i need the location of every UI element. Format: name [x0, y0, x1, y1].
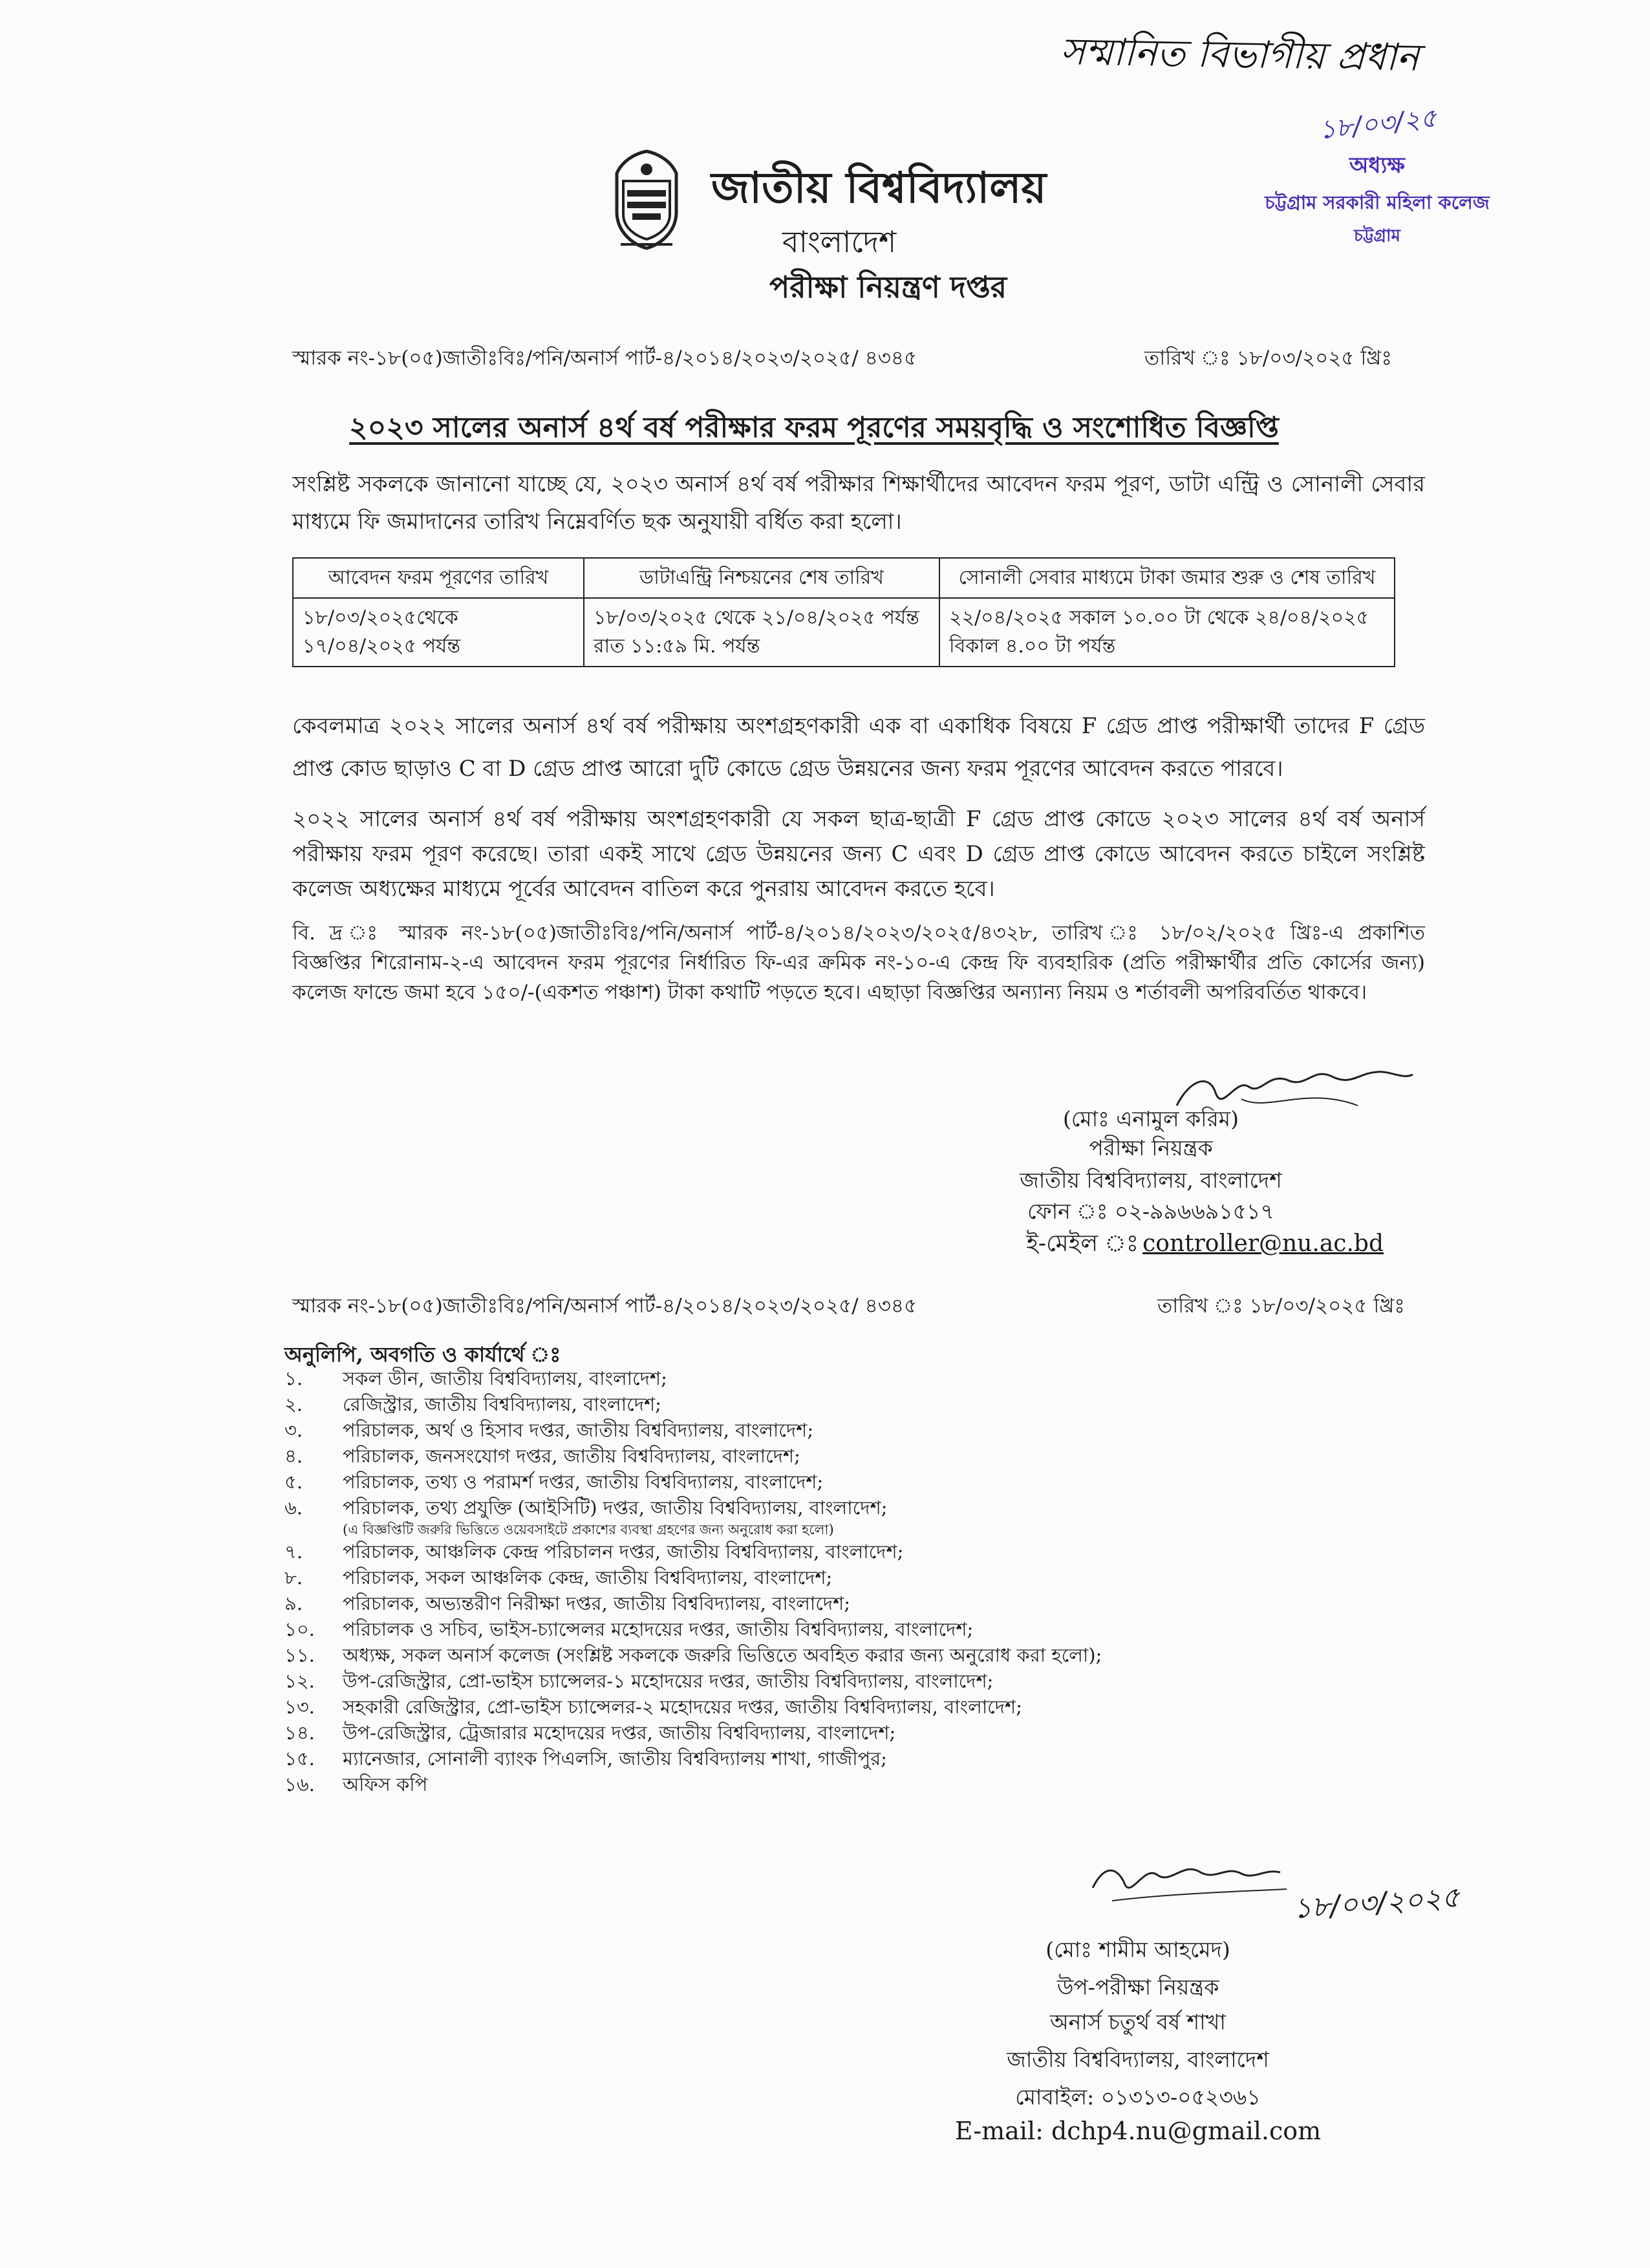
signatory1-email[interactable]: controller@nu.ac.bd: [1142, 1230, 1384, 1257]
forwarding-signature-date: ১৮/০৩/২৫: [1317, 103, 1439, 145]
country-name: বাংলাদেশ: [782, 224, 897, 259]
list-item: [284, 1668, 1422, 1694]
forwarding-note: সম্মানিত বিভাগীয় প্রধান: [1060, 29, 1420, 80]
list-item-text: পরিচালক, অর্থ ও হিসাব দপ্তর, জাতীয় বিশ্ববিদ্যালয়, বাংলাদেশ;: [343, 1419, 814, 1441]
paragraph-note: বি. দ্র ঃ স্মারক নং-১৮(০৫)জাতীঃবিঃ/পনি/অনার্স পার্ট-৪/২০১৪/২০২৩/২০২৫/৪৩২৮, তারিখ ঃ ১৮/০২/২০২৫ খ্রিঃ-এ প্রকাশিত বিজ্ঞপ্তির শিরোনাম-২-এ আবেদন ফরম পূরণের নির্ধারিত ফি-এর ক্রমিক নং-১০-এ কেন্দ্র ফি ব্যবহারিক (প্রতি পরীক্ষার্থীর প্রতি কোর্সের জন্য) কলেজ ফান্ডে জমা হবে ১৫০/-(একশত পঞ্চাশ) টাকা কথাটি পড়তে হবে। এছাড়া বিজ্ঞপ্তির অন্যান্য নিয়ম ও শর্তাবলী অপরিবর্তিত থাকবে।: [292, 921, 1425, 1004]
signatory2-date-note: ১৮/০৩/২০২৫: [1292, 1881, 1461, 1925]
stamp-title: অধ্যক্ষ: [1349, 153, 1405, 178]
list-item-text: ম্যানেজার, সোনালী ব্যাংক পিএলসি, জাতীয় বিশ্ববিদ্যালয় শাখা, গাজীপুর;: [343, 1748, 887, 1770]
signatory1-org: জাতীয় বিশ্ববিদ্যালয়, বাংলাদেশ: [1020, 1168, 1282, 1193]
table-header-cell: আবেদন ফরম পূরণের তারিখ: [293, 558, 584, 598]
list-item-text: অধ্যক্ষ, সকল অনার্স কলেজ (সংশ্লিষ্ট সকলকে জরুরি ভিত্তিতে অবহিত করার জন্য অনুরোধ করা হলো);: [343, 1644, 1102, 1666]
list-item-number: ১১.: [284, 1644, 315, 1666]
list-item-text: পরিচালক, অভ্যন্তরীণ নিরীক্ষা দপ্তর, জাতীয় বিশ্ববিদ্যালয়, বাংলাদেশ;: [343, 1592, 851, 1614]
list-item-number: ১৪.: [284, 1722, 315, 1744]
list-item-number: ৩.: [284, 1419, 303, 1441]
list-item: [284, 1365, 1422, 1391]
list-item-number: ১২.: [284, 1670, 315, 1692]
list-item: [284, 1720, 1422, 1746]
list-item: [284, 1616, 1422, 1642]
principal-stamp: [1241, 149, 1513, 251]
email-label: ই-মেইল ঃ: [1026, 1230, 1139, 1257]
signatory1-email-line: [996, 1226, 1384, 1265]
list-item-number: ২.: [284, 1393, 303, 1415]
table-cell: ১৮/০৩/২০২৫থেকে ১৭/০৪/২০২৫ পর্যন্ত: [293, 598, 584, 667]
list-item-text: পরিচালক ও সচিব, ভাইস-চ্যান্সেলর মহোদয়ের দপ্তর, জাতীয় বিশ্ববিদ্যালয়, বাংলাদেশ;: [343, 1618, 974, 1640]
signatory1-phone: ফোন ঃ ০২-৯৯৬৬৯১৫১৭: [1027, 1199, 1274, 1224]
signatory2-branch: অনার্স চতুর্থ বর্ষ শাখা: [1050, 2009, 1226, 2035]
signatory2-title: উপ-পরীক্ষা নিয়ন্ত্রক: [1056, 1974, 1219, 2000]
stamp-city: চট্টগ্রাম: [1354, 226, 1400, 246]
list-item: [284, 1694, 1422, 1720]
notice-title: ২০২৩ সালের অনার্স ৪র্থ বর্ষ পরীক্ষার ফরম পূরণের সময়বৃদ্ধি ও সংশোধিত বিজ্ঞপ্তি: [349, 411, 1279, 444]
list-item-number: ১৬.: [284, 1773, 315, 1795]
list-item-number: ১০.: [284, 1618, 315, 1640]
list-item-number: ৭.: [284, 1541, 303, 1563]
table-row: [293, 598, 1395, 667]
signatory1-title: পরীক্ষা নিয়ন্ত্রক: [1089, 1135, 1213, 1161]
list-item-text: উপ-রেজিস্ট্রার, ট্রেজারার মহোদয়ের দপ্তর, জাতীয় বিশ্ববিদ্যালয়, বাংলাদেশ;: [343, 1722, 896, 1744]
list-item-text: উপ-রেজিস্ট্রার, প্রো-ভাইস চ্যান্সেলর-১ মহোদয়ের দপ্তর, জাতীয় বিশ্ববিদ্যালয়, বাংলাদেশ;: [343, 1670, 994, 1692]
list-item-text: পরিচালক, তথ্য ও পরামর্শ দপ্তর, জাতীয় বিশ্ববিদ্যালয়, বাংলাদেশ;: [343, 1471, 824, 1493]
table-header-cell: সোনালী সেবার মাধ্যমে টাকা জমার শুরু ও শেষ তারিখ: [939, 558, 1395, 598]
list-item: [284, 1746, 1422, 1771]
memo2-ref: স্মারক নং-১৮(০৫)জাতীঃবিঃ/পনি/অনার্স পার্ট-৪/২০১৪/২০২৩/২০২৫/ ৪৩৪৫: [292, 1294, 917, 1318]
schedule-table: [292, 557, 1395, 667]
list-item-text: পরিচালক, আঞ্চলিক কেন্দ্র পরিচালন দপ্তর, জাতীয় বিশ্ববিদ্যালয়, বাংলাদেশ;: [343, 1541, 904, 1563]
memo-date: তারিখ ঃ ১৮/০৩/২০২৫ খ্রিঃ: [1144, 347, 1392, 370]
list-item-number: ১.: [284, 1367, 303, 1389]
table-header-row: [293, 558, 1395, 598]
signatory2-org: জাতীয় বিশ্ববিদ্যালয়, বাংলাদেশ: [1007, 2047, 1269, 2072]
list-item: [284, 1771, 1422, 1797]
list-item-text: রেজিস্ট্রার, জাতীয় বিশ্ববিদ্যালয়, বাংলাদেশ;: [343, 1393, 661, 1415]
signatory2-mobile: মোবাইল: ০১৩১৩-০৫২৩৬১: [1015, 2084, 1261, 2110]
list-item-note: (এ বিজ্ঞপ্তিটি জরুরি ভিত্তিতে ওয়েবসাইটে প্রকাশের ব্যবস্থা গ্রহণের জন্য অনুরোধ করা হলো): [343, 1522, 834, 1537]
paragraph-eligibility: কেবলমাত্র ২০২২ সালের অনার্স ৪র্থ বর্ষ পরীক্ষায় অংশগ্রহণকারী এক বা একাধিক বিষয়ে F গ্রেড প্রাপ্ত পরীক্ষার্থী তাদের F গ্রেড প্রাপ্ত কোড ছাড়াও C বা D গ্রেড প্রাপ্ত আরো দুটি কোডে গ্রেড উন্নয়নের জন্য ফরম পূরণের আবেদন করতে পারবে।: [292, 713, 1425, 782]
list-item-number: ১৫.: [284, 1748, 315, 1770]
list-item-text: সকল ডীন, জাতীয় বিশ্ববিদ্যালয়, বাংলাদেশ;: [343, 1367, 667, 1389]
table-header-cell: ডাটাএন্ট্রি নিশ্চয়নের শেষ তারিখ: [584, 558, 939, 598]
list-item-text: সহকারী রেজিস্ট্রার, প্রো-ভাইস চ্যান্সেলর-২ মহোদয়ের দপ্তর, জাতীয় বিশ্ববিদ্যালয়, বাংলাদেশ;: [343, 1696, 1022, 1718]
list-item: [284, 1417, 1422, 1443]
list-item-text: অফিস কপি: [343, 1773, 428, 1795]
stamp-college: চট্টগ্রাম সরকারী মহিলা কলেজ: [1265, 191, 1490, 213]
list-item-text: পরিচালক, সকল আঞ্চলিক কেন্দ্র, জাতীয় বিশ্ববিদ্যালয়, বাংলাদেশ;: [343, 1567, 833, 1589]
signatory2-name: (মোঃ শামীম আহমেদ): [1045, 1937, 1230, 1962]
list-item: [284, 1495, 1422, 1521]
list-item-number: ৫.: [284, 1471, 303, 1493]
table-cell: ২২/০৪/২০২৫ সকাল ১০.০০ টা থেকে ২৪/০৪/২০২৫ বিকাল ৪.০০ টা পর্যন্ত: [939, 598, 1395, 667]
university-logo-icon: [608, 147, 685, 251]
list-item: [284, 1391, 1422, 1417]
signatory2-email[interactable]: E-mail: dchp4.nu@gmail.com: [954, 2117, 1322, 2145]
list-item-text: পরিচালক, জনসংযোগ দপ্তর, জাতীয় বিশ্ববিদ্যালয়, বাংলাদেশ;: [343, 1445, 800, 1467]
office-name: পরীক্ষা নিয়ন্ত্রণ দপ্তর: [769, 270, 1007, 305]
list-item-number: ৪.: [284, 1445, 303, 1467]
paragraph-grade-improvement: ২০২২ সালের অনার্স ৪র্থ বর্ষ পরীক্ষায় অংশগ্রহণকারী যে সকল ছাত্র-ছাত্রী F গ্রেড প্রাপ্ত কোডে ২০২৩ সালের ৪র্থ বর্ষ অনার্স পরীক্ষায় ফরম পূরণ করেছে। তারা একই সাথে গ্রেড উন্নয়নের জন্য C এবং D গ্রেড প্রাপ্ত কোডে আবেদন করতে চাইলে সংশ্লিষ্ট কলেজ অধ্যক্ষের মাধ্যমে পূর্বের আবেদন বাতিল করে পুনরায় আবেদন করতে হবে।: [292, 806, 1425, 902]
list-item-number: ৬.: [284, 1497, 303, 1519]
cc-heading: অনুলিপি, অবগতি ও কার্যার্থে ঃ: [284, 1342, 561, 1367]
list-item: [284, 1565, 1422, 1590]
cc-list: [284, 1365, 1422, 1797]
list-item-text: পরিচালক, তথ্য প্রযুক্তি (আইসিটি) দপ্তর, জাতীয় বিশ্ববিদ্যালয়, বাংলাদেশ;: [343, 1497, 888, 1519]
list-item: [284, 1469, 1422, 1495]
memo-ref: স্মারক নং-১৮(০৫)জাতীঃবিঃ/পনি/অনার্স পার্ট-৪/২০১৪/২০২৩/২০২৫/ ৪৩৪৫: [292, 347, 917, 370]
list-item-number: ১৩.: [284, 1696, 315, 1718]
signatory1-name: (মোঃ এনামুল করিম): [1063, 1106, 1239, 1131]
university-name: জাতীয় বিশ্ববিদ্যালয়: [711, 162, 1047, 213]
memo2-date: তারিখ ঃ ১৮/০৩/২০২৫ খ্রিঃ: [1157, 1294, 1405, 1318]
list-item: [284, 1539, 1422, 1565]
table-cell: ১৮/০৩/২০২৫ থেকে ২১/০৪/২০২৫ পর্যন্ত রাত ১১:৫৯ মি. পর্যন্ত: [584, 598, 939, 667]
list-item: [284, 1443, 1422, 1469]
list-item: [284, 1642, 1422, 1668]
paragraph-intro: সংশ্লিষ্ট সকলকে জানানো যাচ্ছে যে, ২০২৩ অনার্স ৪র্থ বর্ষ পরীক্ষার শিক্ষার্থীদের আবেদন ফরম পূরণ, ডাটা এন্ট্রি ও সোনালী সেবার মাধ্যমে ফি জমাদানের তারিখ নিম্নেবর্ণিত ছক অনুযায়ী বর্ধিত করা হলো।: [292, 471, 1425, 535]
list-item-number: ৮.: [284, 1567, 303, 1589]
list-item-number: ৯.: [284, 1592, 303, 1614]
list-item: [284, 1590, 1422, 1616]
